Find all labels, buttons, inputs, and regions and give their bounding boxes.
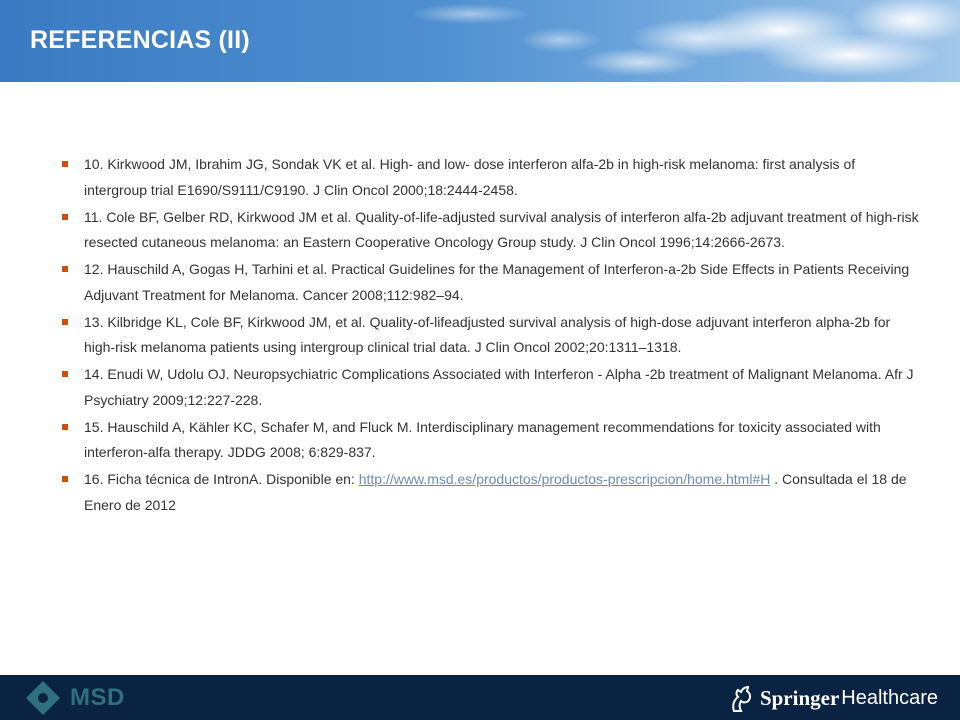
msd-logo-icon <box>24 679 62 717</box>
bullet-icon <box>62 319 68 325</box>
msd-logo <box>24 679 125 717</box>
reference-text: 14. Enudi W, Udolu OJ. Neuropsychiatric Complications Associated with Interferon - Alpha -2b treatment of Malignant Melanoma. Afr J Psychiatry 2009;12:227-228. <box>84 366 914 408</box>
reference-text: 13. Kilbridge KL, Cole BF, Kirkwood JM, et al. Quality-of-lifeadjusted survival analysis of high-dose adjuvant interferon alpha-2b for high-risk melanoma patients using intergroup clinical trial data. J Clin Oncol 2002;20:1311–1318. <box>84 313 891 355</box>
bullet-icon <box>62 266 68 272</box>
reference-item <box>60 362 920 413</box>
bullet-icon <box>62 424 68 430</box>
reference-link[interactable]: http://www.msd.es/productos/productos-prescripcion/home.html#H <box>358 471 771 487</box>
reference-item <box>60 152 920 203</box>
springer-horse-icon <box>728 683 754 713</box>
footer-bar <box>0 675 960 720</box>
msd-logo-text: MSD <box>70 684 125 711</box>
page-title: REFERENCIAS (II) <box>30 26 250 54</box>
reference-item <box>60 467 920 518</box>
springer-logo-name: Springer <box>759 685 840 710</box>
bullet-icon <box>62 161 68 167</box>
reference-item <box>60 310 920 361</box>
reference-item <box>60 415 920 466</box>
bullet-icon <box>62 476 68 482</box>
reference-text: 12. Hauschild A, Gogas H, Tarhini et al. Practical Guidelines for the Management of Interferon-a-2b Side Effects in Patients Receiving Adjuvant Treatment for Melanoma. Cancer 2008;112:982–94. <box>84 261 910 303</box>
reference-item <box>60 257 920 308</box>
bullet-icon <box>62 214 68 220</box>
bullet-icon <box>62 371 68 377</box>
reference-text-after: . Consultada el 18 de Enero de 2012 <box>84 471 907 513</box>
reference-text: 10. Kirkwood JM, Ibrahim JG, Sondak VK et al. High- and low- dose interferon alfa-2b in high-risk melanoma: first analysis of intergroup trial E1690/S9111/C9190. J Clin Oncol 2000;18:2444-2458. <box>84 156 856 198</box>
springer-logo-suffix: Healthcare <box>841 686 938 709</box>
reference-list <box>60 152 920 520</box>
springer-healthcare-logo <box>728 681 938 715</box>
reference-item <box>60 205 920 256</box>
reference-text: 11. Cole BF, Gelber RD, Kirkwood JM et al. Quality-of-life-adjusted survival analysis of interferon alfa-2b adjuvant treatment of high-risk resected cutaneous melanoma: an Eastern Cooperative Oncology Group study. J Clin Oncol 1996;14:2666-2673. <box>84 208 919 250</box>
reference-text: 15. Hauschild A, Kähler KC, Schafer M, and Fluck M. Interdisciplinary management recommendations for toxicity associated with interferon-alfa therapy. JDDG 2008; 6:829-837. <box>84 418 881 460</box>
reference-text: 16. Ficha técnica de IntronA. Disponible en: <box>84 471 359 487</box>
header-banner <box>0 0 960 82</box>
